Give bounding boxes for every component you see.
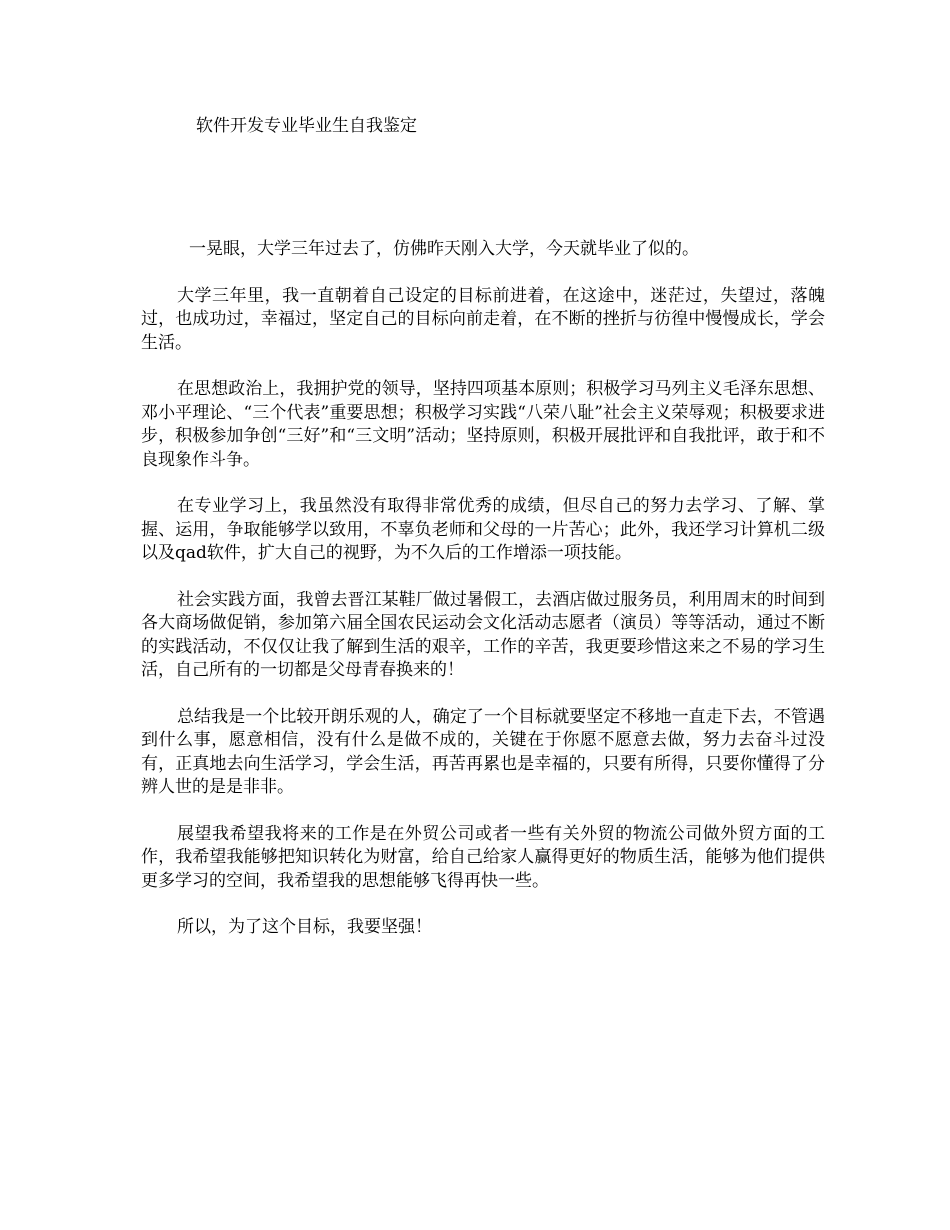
paragraph-intro: 一晃眼，大学三年过去了，仿佛昨天刚入大学，今天就毕业了似的。: [189, 239, 699, 259]
paragraph-outlook: 展望我希望我将来的工作是在外贸公司或者一些有关外贸的物流公司做外贸方面的工作，我希望我能够把知识转化为财富，给自己给家人赢得更好的物质生活，能够为他们提供更多学习的空间，我希望我的思想能够飞得再快一些。: [141, 823, 825, 891]
paragraph-study: 在专业学习上，我虽然没有取得非常优秀的成绩，但尽自己的努力去学习、了解、掌握、运用，争取能够学以致用，不辜负老师和父母的一片苦心；此外，我还学习计算机二级以及qad软件，扩大自己的视野，为不久后的工作增添一项技能。: [141, 496, 825, 563]
paragraph-three-years: 大学三年里，我一直朝着自己设定的目标前进着，在这途中，迷茫过，失望过，落魄过，也成功过，幸福过，坚定自己的目标向前走着，在不断的挫折与彷徨中慢慢成长，学会生活。: [141, 285, 825, 353]
document-body: [141, 238, 825, 963]
paragraph-conclusion: 所以，为了这个目标，我要坚强！: [177, 917, 432, 937]
paragraph-social-practice: 社会实践方面，我曾去晋江某鞋厂做过暑假工，去酒店做过服务员，利用周末的时间到各大商场做促销，参加第六届全国农民运动会文化活动志愿者（演员）等等活动，通过不断的实践活动，不仅仅让我了解到生活的艰辛，工作的辛苦，我更要珍惜这来之不易的学习生活，自己所有的一切都是父母青春换来的！: [141, 589, 825, 680]
paragraph-political: 在思想政治上，我拥护党的领导，坚持四项基本原则；积极学习马列主义毛泽东思想、邓小平理论、“三个代表”重要思想；积极学习实践“八荣八耻”社会主义荣辱观；积极要求进步，积极参加争创“三好”和“三文明”活动；坚持原则，积极开展批评和自我批评，敢于和不良现象作斗争。: [141, 379, 825, 470]
document-title: 软件开发专业毕业生自我鉴定: [196, 116, 417, 136]
paragraph-summary: 总结我是一个比较开朗乐观的人，确定了一个目标就要坚定不移地一直走下去，不管遇到什么事，愿意相信，没有什么是做不成的，关键在于你愿不愿意去做，努力去奋斗过没有，正真地去向生活学习，学会生活，再苦再累也是幸福的，只要有所得，只要你懂得了分辨人世的是是非非。: [141, 706, 825, 797]
